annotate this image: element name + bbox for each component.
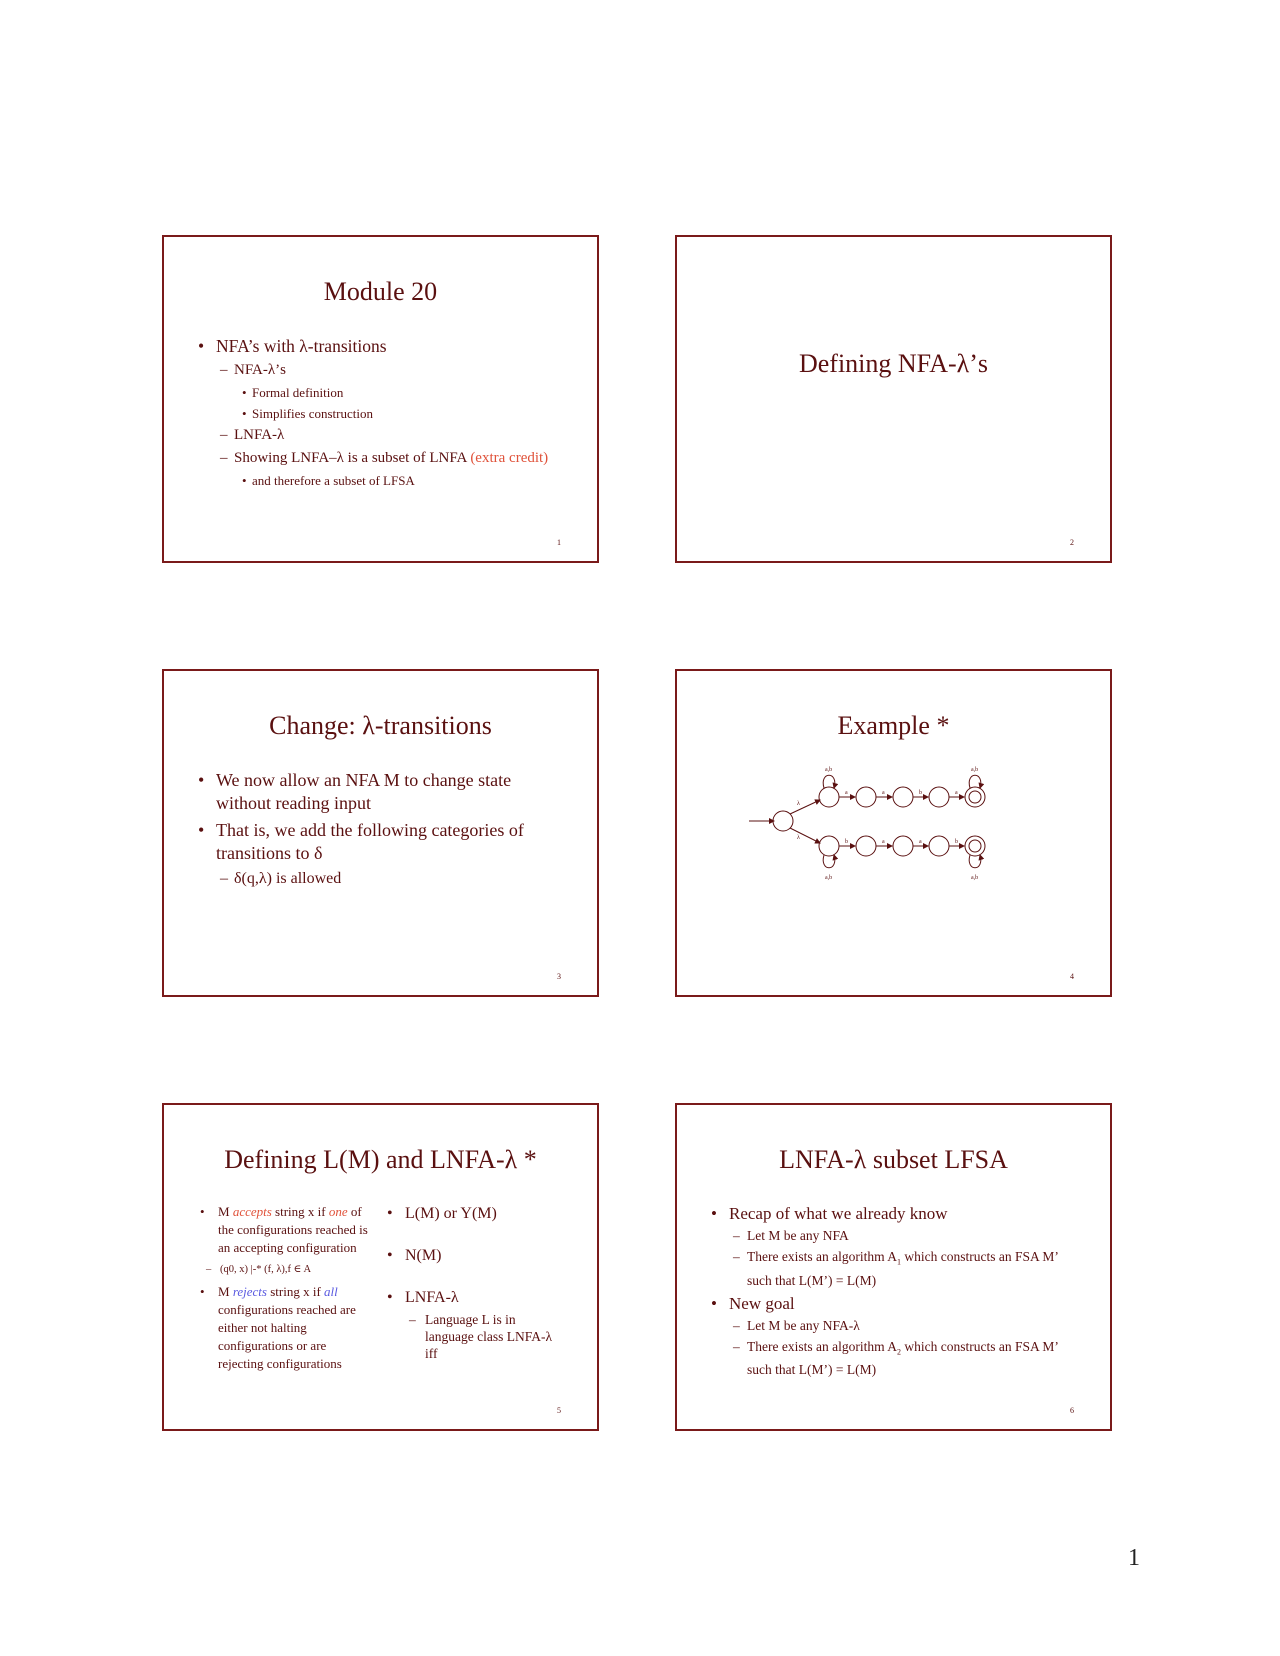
bullet: • New goal (711, 1293, 1080, 1315)
slide-title: LNFA-λ subset LFSA (779, 1145, 1008, 1174)
bullet: • LNFA-λ (387, 1287, 567, 1309)
slide-title: Module 20 (323, 277, 438, 306)
label-a: a (919, 839, 922, 845)
text: which constructs an FSA M’ such that L(M’) = L(M) (747, 1249, 1058, 1288)
bullet: • NFA’s with λ-transitions (198, 335, 567, 358)
nfa-lambda-diagram (677, 671, 1114, 999)
label-ab: a,b (971, 767, 979, 773)
subscript: 1 (896, 1257, 901, 1267)
lambda-edge-bottom (790, 828, 820, 843)
label-b: b (955, 839, 958, 845)
sub-bullet: – Let M be any NFA (711, 1227, 1080, 1245)
label-b: b (919, 790, 922, 796)
slide-number: 6 (1070, 1406, 1074, 1415)
slide-title: Defining L(M) and LNFA-λ * (224, 1145, 537, 1174)
label-lambda: λ (797, 801, 800, 807)
text: There exists an algorithm A (747, 1249, 897, 1264)
slide-title: Defining NFA-λ’s (798, 349, 989, 378)
label-ab: a,b (825, 875, 833, 881)
bullet: • L(M) or Y(M) (387, 1203, 567, 1225)
state-bottom-5 (965, 836, 985, 856)
text: string x if (275, 1204, 326, 1219)
self-loop (823, 775, 835, 788)
state-top-4 (929, 787, 949, 807)
label-lambda: λ (797, 835, 800, 841)
slide-number: 4 (1070, 972, 1074, 981)
bullet: • We now allow an NFA M to change state without reading input (198, 769, 567, 815)
bullet: • That is, we add the following categories of transitions to δ (198, 819, 567, 865)
label-a: a (955, 790, 958, 796)
sub-bullet: – Language L is in language class LNFA-λ iff (387, 1311, 567, 1362)
slide-number: 2 (1070, 538, 1074, 547)
state-top-1 (819, 787, 839, 807)
sub-bullet (711, 1248, 1080, 1290)
text: M (218, 1204, 230, 1219)
sub-bullet: – δ(q,λ) is allowed (198, 869, 567, 889)
accept-inner-bottom (969, 840, 981, 852)
slide-number: 5 (557, 1406, 561, 1415)
label-a: a (845, 790, 848, 796)
sub-bullet: – LNFA-λ (198, 425, 567, 445)
slide-title: Change: λ-transitions (269, 711, 492, 740)
slide-1 (162, 235, 599, 563)
text: string x if (270, 1284, 321, 1299)
slide-3 (162, 669, 599, 997)
bullet: • Recap of what we already know (711, 1203, 1080, 1225)
slide-6 (675, 1103, 1112, 1431)
sub-sub-bullet: • and therefore a subset of LFSA (198, 471, 567, 490)
text: which constructs an FSA M’ such that L(M’) = L(M) (747, 1338, 1058, 1378)
text: of the configurations reached is an accepting configuration (218, 1204, 368, 1255)
right-column (387, 1203, 567, 1362)
bullet (200, 1283, 372, 1373)
state-bottom-2 (856, 836, 876, 856)
sub-sub-bullet: • Formal definition (198, 383, 567, 402)
slide-4 (675, 669, 1112, 997)
self-loop (823, 855, 835, 868)
self-loop (969, 855, 981, 868)
subscript: 2 (896, 1347, 901, 1357)
slide-title: Example * (837, 711, 950, 740)
text: There exists an algorithm A (747, 1338, 897, 1354)
sub-sub-bullet: • Simplifies construction (198, 404, 567, 423)
slide-content (198, 769, 567, 892)
state-top-2 (856, 787, 876, 807)
state-bottom-1 (819, 836, 839, 856)
extra-credit-note: (extra credit) (470, 450, 549, 466)
label-ab: a,b (971, 875, 979, 881)
all-term: all (324, 1284, 338, 1299)
slide-5 (162, 1103, 599, 1431)
accept-inner-top (969, 791, 981, 803)
state-top-5 (965, 787, 985, 807)
text: M (218, 1284, 230, 1299)
bullet: • N(M) (387, 1245, 567, 1267)
accepts-term: accepts (232, 1204, 272, 1219)
slide-content (711, 1203, 1080, 1382)
left-column (200, 1203, 372, 1377)
page-number: 1 (1128, 1545, 1140, 1571)
sub-bullet (198, 448, 567, 468)
bullet-text: Showing LNFA–λ is a subset of LNFA (234, 450, 467, 466)
one-term: one (328, 1204, 348, 1219)
state-bottom-3 (893, 836, 913, 856)
state-top-3 (893, 787, 913, 807)
label-ab: a,b (825, 767, 833, 773)
sub-bullet: – NFA-λ’s (198, 360, 567, 380)
bullet (200, 1203, 372, 1257)
label-b: b (845, 839, 848, 845)
self-loop (969, 775, 981, 788)
sub-bullet (711, 1338, 1080, 1380)
lambda-edge-top (790, 800, 820, 814)
slide-number: 3 (557, 972, 561, 981)
label-a: a (882, 790, 885, 796)
slide-content (198, 335, 567, 492)
sub-bullet: – (q0, x) |-* (f, λ),f ∈ A (200, 1261, 372, 1279)
slide-2 (675, 235, 1112, 563)
slide-number: 1 (557, 538, 561, 547)
text: configurations reached are either not halting configurations or are rejecting configurations (218, 1302, 356, 1371)
rejects-term: rejects (232, 1284, 267, 1299)
state-bottom-4 (929, 836, 949, 856)
label-a: a (882, 839, 885, 845)
sub-bullet: – Let M be any NFA-λ (711, 1317, 1080, 1335)
